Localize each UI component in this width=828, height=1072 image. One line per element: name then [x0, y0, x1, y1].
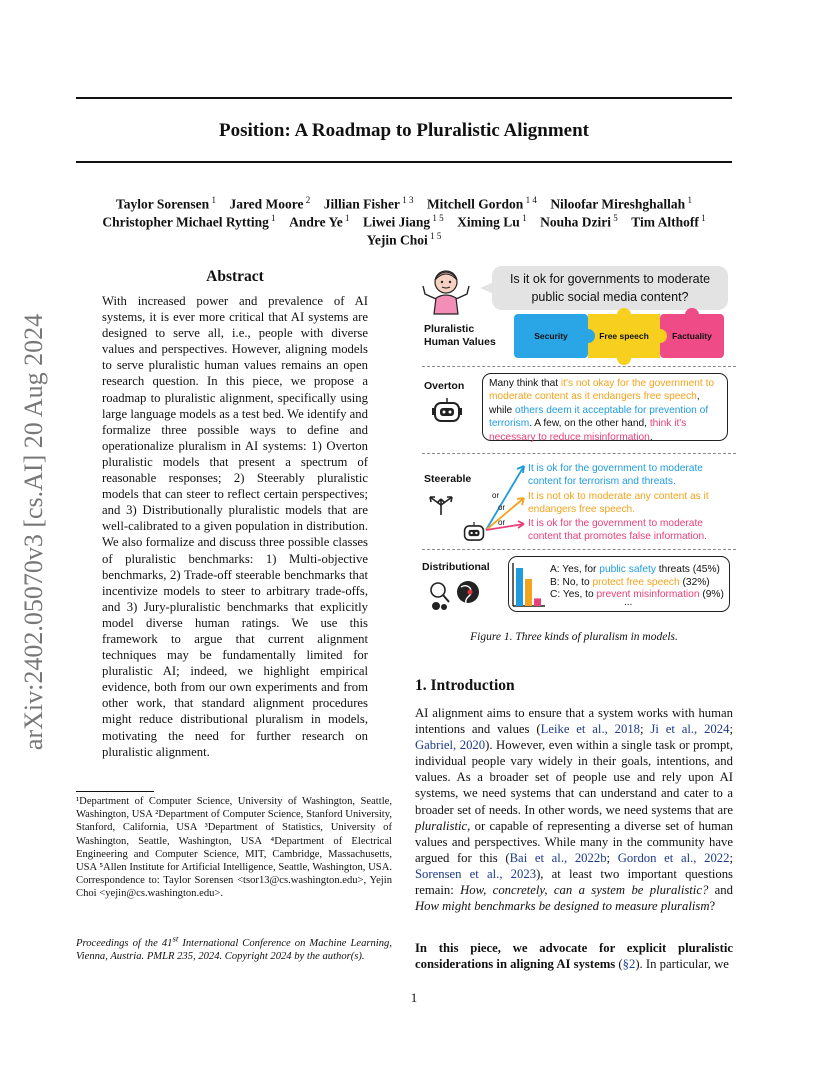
author-name: Tim Althoff — [631, 214, 699, 230]
distributional-answer — [550, 589, 724, 602]
proceedings-note — [76, 932, 392, 963]
text-run: and — [708, 883, 733, 898]
distributional-answer — [550, 564, 724, 577]
author-affiliation: 1 4 — [523, 195, 537, 205]
answer-prefix: A: Yes, for — [550, 564, 600, 575]
arxiv-stamp-text: arXiv:2402.05070v3 [cs.AI] 20 Aug 2024 — [19, 313, 48, 751]
steer-option-3-line-1: It is ok for the government to moderate — [528, 518, 703, 529]
text-run: ; — [729, 722, 733, 737]
answer-suffix: (9%) — [699, 589, 724, 600]
footnote-rule — [76, 791, 154, 792]
paper-title: Position: A Roadmap to Pluralistic Alignment — [219, 120, 589, 141]
author-name: Jillian Fisher — [323, 196, 400, 212]
author-affiliation: 1 — [685, 195, 692, 205]
overton-segment: think it's necessary to reduce misinformation — [489, 418, 687, 443]
text-run: ; — [729, 850, 734, 865]
divider-1 — [422, 366, 736, 367]
divider-2 — [422, 453, 736, 454]
steer-option-2-line-1: It is not ok to moderate any content as it — [528, 491, 709, 502]
population-icons — [426, 578, 484, 612]
text-run: , or capable of representing a diverse set of human values and perspectives. While many in the community have argued for this ( — [415, 818, 733, 865]
puzzle-knobs — [574, 308, 724, 366]
author-affiliation: 1 — [519, 213, 527, 223]
answer-highlight: public safety — [599, 564, 656, 575]
intro-heading: 1. Introduction — [415, 677, 515, 694]
author-name: Yejin Choi — [366, 232, 428, 248]
figure-caption-text: Figure 1. Three kinds of pluralism in models. — [470, 631, 678, 643]
answer-highlight: protect free speech — [592, 576, 680, 588]
steer-option-2 — [528, 490, 709, 517]
answer-prefix: B: No, to — [550, 576, 593, 588]
steer-option-1-line-1: It is ok for the government to moderate — [528, 463, 703, 474]
puzzle-security-label: Security — [534, 331, 568, 341]
question-line-1: Is it ok for governments to moderate — [509, 272, 711, 286]
author-name: Niloofar Mireshghallah — [550, 196, 686, 212]
text-run: ). However, even within a single task or prompt, individual people vary widely in their goals, intentions, and values. As a broader set of people use and rely upon AI systems, we need systems that can understand and cater to a broader set of needs. In other words, we need systems that are — [415, 738, 734, 817]
question-line-2: public social media content? — [531, 290, 689, 304]
steer-option-3-line-2: content that promotes false information. — [528, 531, 707, 543]
figure-1 — [414, 262, 736, 624]
author-name: Mitchell Gordon — [426, 196, 524, 212]
distributional-label: Distributional — [422, 561, 490, 573]
author-affiliation: 1 — [209, 195, 216, 205]
text-run: AI alignment aims to ensure that a system works with human intentions and values ( — [415, 706, 733, 737]
abstract-heading: Abstract — [206, 268, 264, 285]
distribution-bars — [512, 562, 546, 608]
title-top-rule — [76, 97, 732, 99]
author-name: Nouha Dziri — [540, 214, 611, 230]
steerable-label: Steerable — [424, 473, 472, 485]
citation-link[interactable]: Leike et al., 2018 — [540, 722, 641, 737]
figure-caption — [414, 631, 734, 643]
text-run: ; — [640, 722, 651, 737]
author-name: Christopher Michael Rytting — [102, 214, 269, 230]
answer-suffix: (32%) — [679, 576, 710, 588]
bubble-tail — [480, 280, 494, 296]
author-name: Andre Ye — [289, 214, 343, 230]
steer-option-1 — [528, 462, 703, 489]
text-run: In this piece, we advocate for explicit pluralistic considerations in aligning AI systems — [415, 941, 733, 972]
intro-paragraph-1 — [415, 705, 733, 914]
overton-segment: . A few, on the other hand, — [529, 418, 650, 430]
text-run: ; — [606, 850, 618, 865]
values-label — [424, 323, 496, 349]
or-label-1: or — [492, 491, 500, 500]
author-affiliation: 1 — [268, 213, 276, 223]
author-affiliation: 1 5 — [427, 231, 442, 241]
text-run: pluralistic — [415, 818, 468, 833]
citation-link[interactable]: Sorensen et al., 2023 — [415, 866, 537, 881]
author-affiliation: 5 — [610, 213, 618, 223]
abstract-text — [102, 293, 368, 760]
intro-paragraph-2 — [415, 940, 733, 972]
overton-segment: others deem it acceptable for prevention of terrorism — [489, 404, 709, 430]
text-run: How might benchmarks be designed to measure pluralism — [415, 899, 710, 914]
steer-option-2-line-2: endangers free speech. — [528, 504, 636, 516]
puzzle-factuality-label: Factuality — [672, 331, 712, 341]
overton-label: Overton — [424, 380, 465, 392]
overton-segment: . — [649, 431, 653, 443]
distributional-ellipsis: ... — [624, 597, 633, 608]
shrugging-person-icon — [420, 268, 472, 316]
values-label-line-1: Pluralistic — [424, 323, 475, 335]
author-affiliation: 1 3 — [399, 195, 414, 205]
citation-link[interactable]: Ji et al., 2024 — [650, 722, 730, 737]
author-affiliation: 1 — [698, 213, 706, 223]
citation-link[interactable]: §2 — [622, 957, 636, 972]
abstract-body: With increased power and prevalence of AI systems, it is ever more critical that AI systems are designed to serve all, i.e., people with diverse values and perspectives. However, aligning models to serve pluralistic human values remains an open research question. In this piece, we propose a roadmap to pluralistic alignment, specifically using large language models as a test bed. We identify and formalize three possible ways to define and operationalize pluralism in AI systems: 1) Overton pluralistic models that present a spectrum of reasonable responses; 2) Steerably pluralistic models that can steer to reflect certain perspectives; and 3) Distributionally pluralistic models that are well-calibrated to a given population in distribution. We also formalize and discuss three possible classes of pluralistic benchmarks: 1) Multi-objective benchmarks, 2) Trade-off steerable benchmarks that incentivize models to steer to arbitrary trade-offs, and 3) Jury-pluralistic benchmarks that explicitly model diverse human ratings. We use this framework to argue that current alignment techniques may be fundamentally limited for pluralistic AI; indeed, we highlight empirical evidence, both from our own experiments and from other work, that standard alignment procedures might reduce distributional pluralism in models, motivating the need for further research on pluralistic alignment. — [102, 294, 368, 759]
author-line-3 — [90, 226, 718, 251]
text-run: ). In particular, we — [635, 957, 729, 972]
affiliations-footnote: ¹Department of Computer Science, University of Washington, Seattle, Washington, USA ²Department of Computer Science, Stanford University, Stanford, California, USA ³Department of Statistics, University of Washington, Seattle, Washington, USA ⁴Department of Electrical Engineering and Computer Science, MIT, Cambridge, Massachusetts, USA ⁵Allen Institute for Artificial Intelligence, Seattle, Washington, USA. Correspondence to: Taylor Sorensen <tsor13@cs.washington.edu>, Yejin Choi <yejin@cs.washington.edu>. — [76, 796, 392, 900]
text-run: ( — [615, 957, 623, 972]
values-label-line-2: Human Values — [424, 336, 496, 348]
proceedings-sup: st — [172, 933, 179, 943]
distributional-answer — [550, 577, 724, 590]
proceedings-prefix: Proceedings of the 41 — [76, 937, 173, 949]
or-label-2: or — [498, 503, 506, 512]
citation-link[interactable]: Gabriel, 2020 — [415, 738, 486, 753]
robot-icon — [432, 398, 462, 426]
text-run: How, concretely, can a system be pluralistic? — [460, 883, 709, 898]
answer-suffix: threats (45%) — [655, 564, 720, 575]
arxiv-stamp — [14, 292, 54, 772]
distribution-bar-3 — [534, 598, 541, 606]
distributional-answers — [550, 564, 724, 602]
author-name: Liwei Jiang — [363, 214, 431, 230]
overton-response — [482, 373, 728, 441]
puzzle-free-speech-label: Free speech — [599, 331, 649, 341]
overton-segment: it's not okay for the government to moderate content as it endangers free speech — [489, 378, 715, 403]
page-number: 1 — [410, 990, 418, 1005]
author-name: Jared Moore — [229, 196, 304, 212]
answer-prefix: C: Yes, to — [550, 589, 597, 600]
author-name: Taylor Sorensen — [116, 196, 210, 212]
steer-option-3 — [528, 517, 707, 544]
proceedings-suffix: International Conference on Machine Learning, Vienna, Austria. PMLR 235, 2024. Copyright 2024 by the author(s). — [76, 937, 392, 962]
overton-segment: Many think that — [489, 378, 561, 389]
steer-arrows — [480, 458, 530, 544]
citation-link[interactable]: Bai et al., 2022b — [509, 850, 607, 865]
text-run: ? — [709, 899, 716, 914]
author-name: Ximing Lu — [457, 214, 520, 230]
or-label-3: or — [498, 518, 506, 527]
question-bubble — [492, 266, 728, 310]
title-bottom-rule — [76, 161, 732, 163]
author-affiliation: 2 — [303, 195, 311, 205]
answer-highlight: prevent misinformation — [596, 589, 700, 600]
author-affiliation: 1 — [342, 213, 350, 223]
distribution-bar-1 — [516, 568, 523, 606]
distribution-bar-2 — [525, 579, 532, 606]
citation-link[interactable]: Gordon et al., 2022 — [617, 850, 730, 865]
author-affiliation: 1 5 — [430, 213, 444, 223]
text-run: ), at least two important questions remain: — [415, 866, 733, 898]
overton-segment: , while — [489, 391, 700, 416]
steer-option-1-line-2: content for terrorism and threats. — [528, 476, 676, 488]
divider-3 — [422, 549, 736, 550]
steering-arrows-icon — [426, 491, 456, 517]
